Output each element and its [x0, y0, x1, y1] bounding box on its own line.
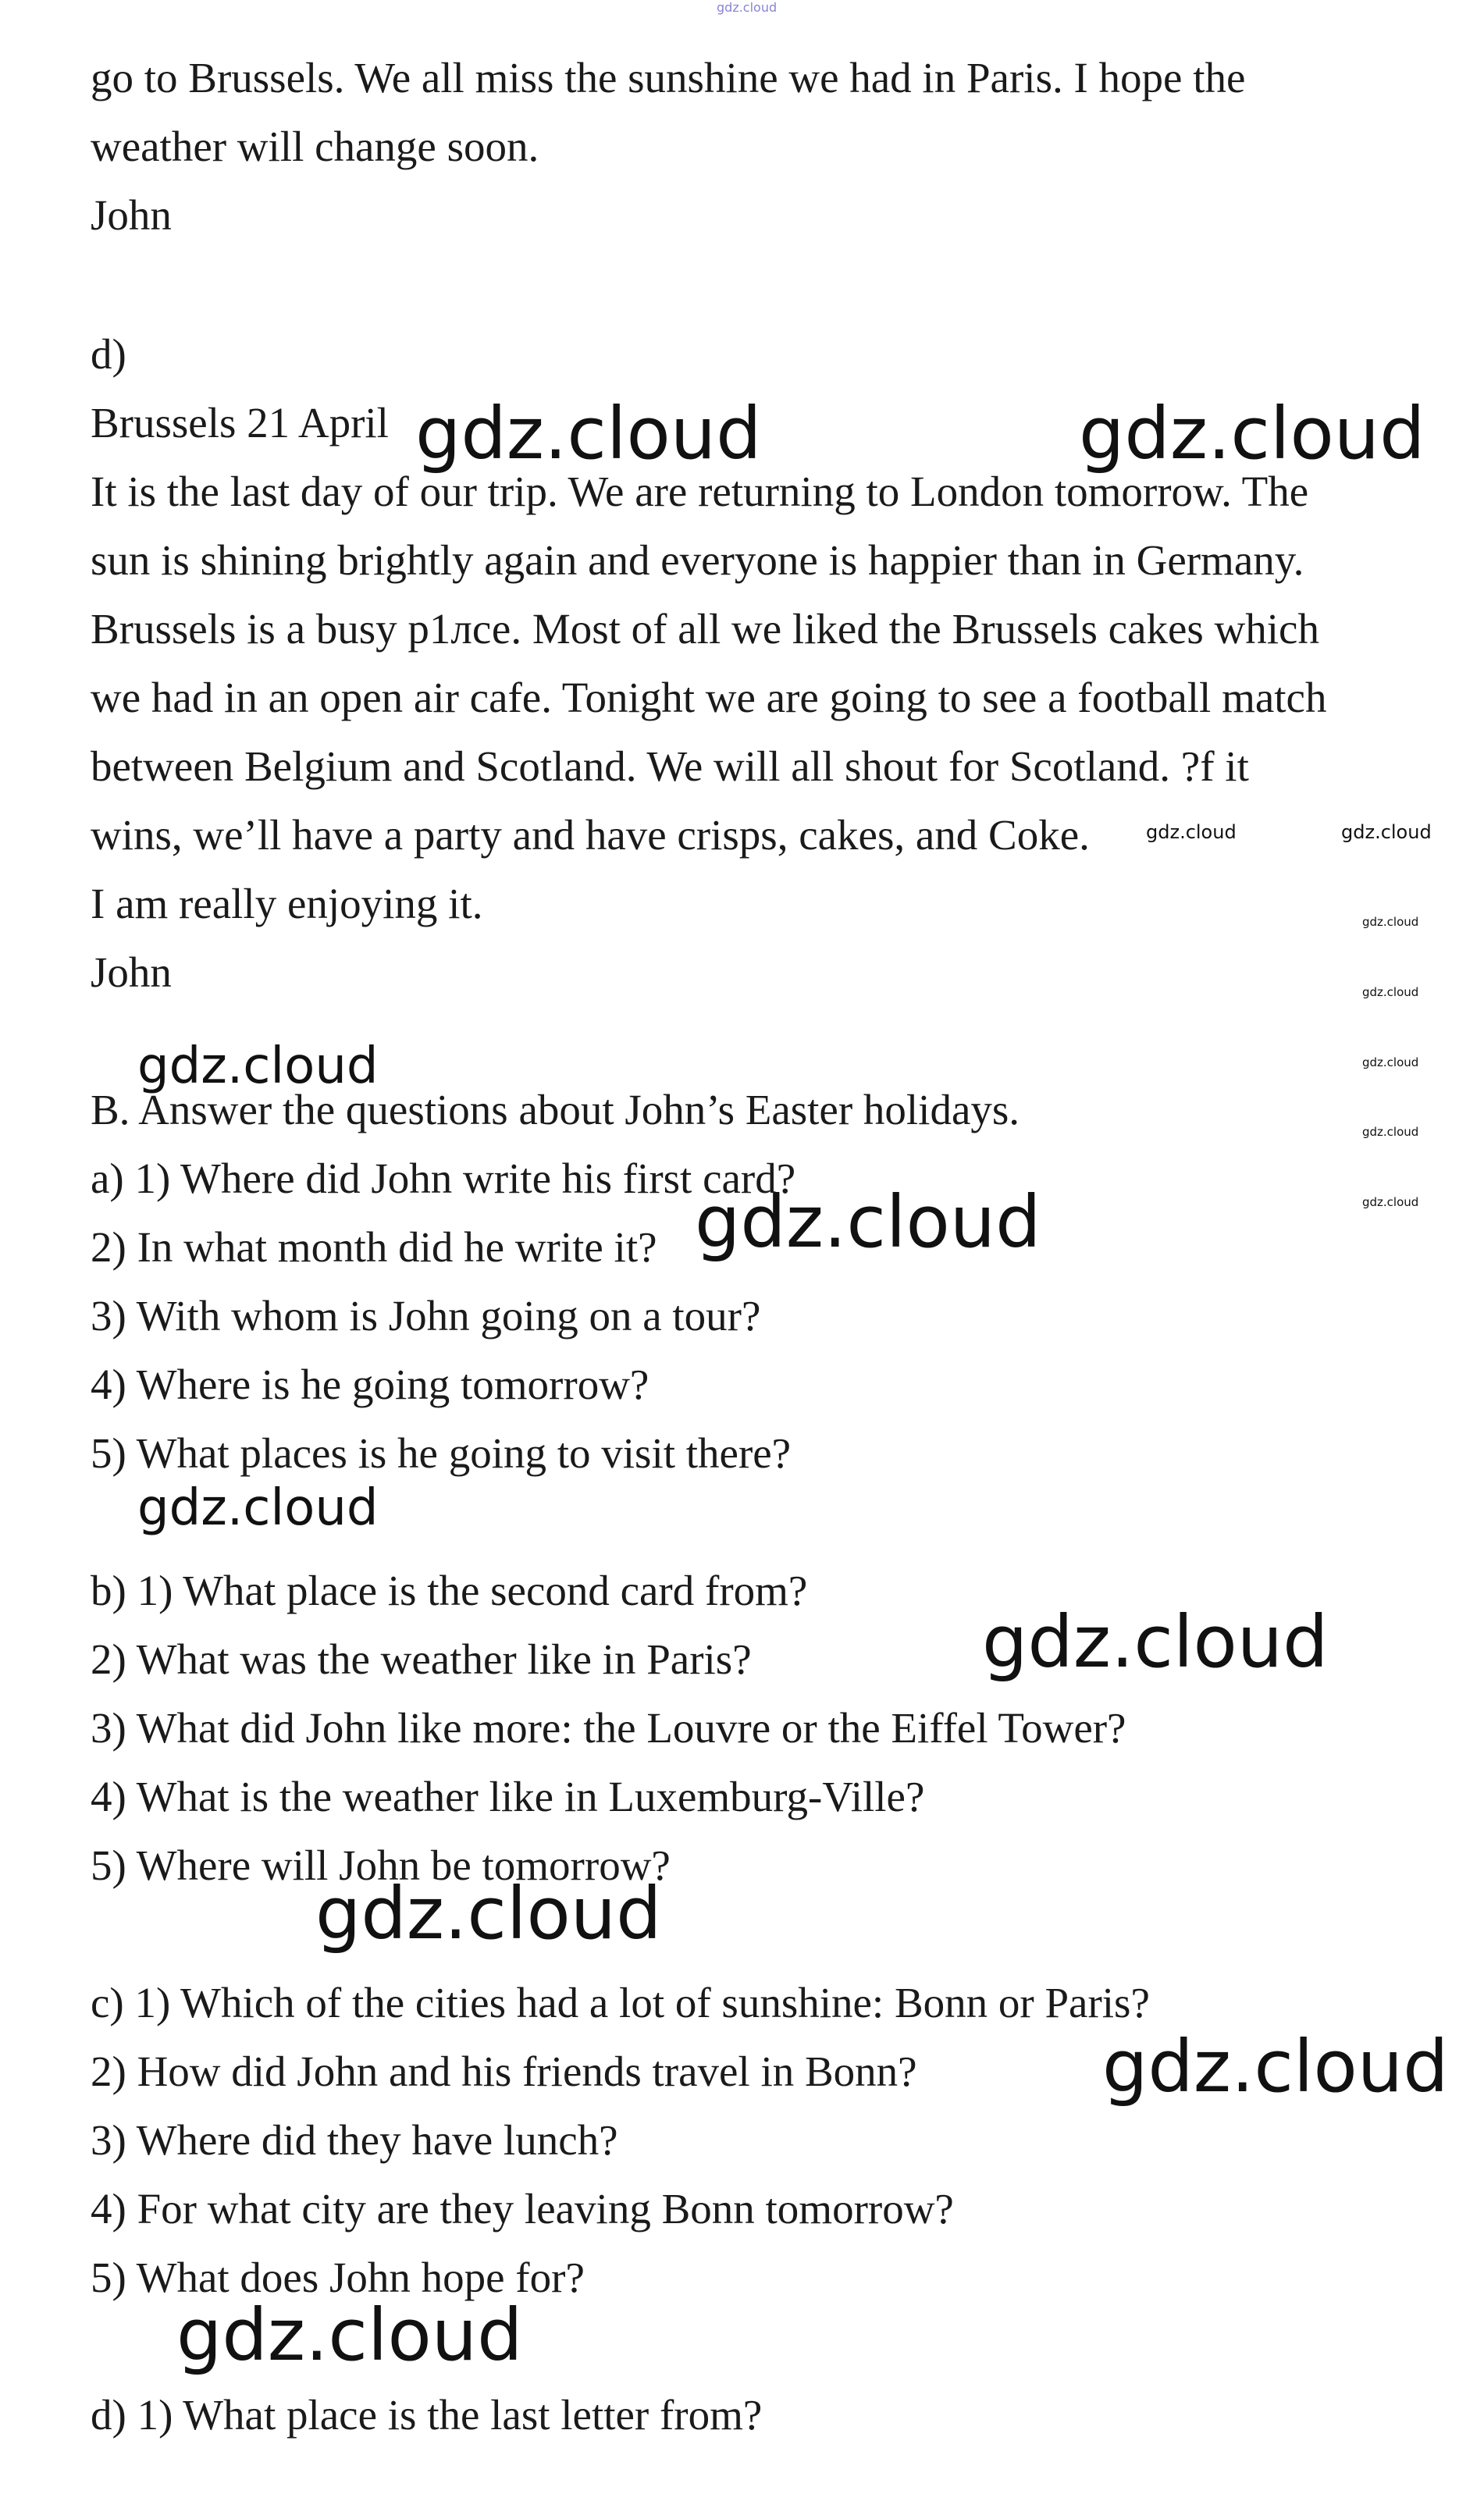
question-line: 5) Where will John be tomorrow?	[91, 1841, 671, 1889]
watermark: gdz.cloud	[982, 1600, 1329, 1684]
watermark: gdz.cloud	[137, 1479, 379, 1537]
signature-john: John	[91, 191, 172, 239]
question-line: 5) What does John hope for?	[91, 2254, 585, 2301]
watermark: gdz.cloud	[176, 2293, 523, 2377]
text-line: between Belgium and Scotland. We will all shout for Scotland. ?f it	[91, 742, 1249, 790]
question-line: 4) Where is he going tomorrow?	[91, 1361, 649, 1408]
watermark: gdz.cloud	[1341, 821, 1432, 843]
text-line: It is the last day of our trip. We are returning to London tomorrow. The	[91, 468, 1309, 515]
text-line: sun is shining brightly again and everyone is happier than in Germany.	[91, 536, 1304, 584]
watermark: gdz.cloud	[1079, 392, 1425, 475]
question-line: 2) In what month did he write it?	[91, 1223, 657, 1271]
watermark: gdz.cloud	[1362, 1055, 1419, 1069]
question-line: 3) Where did they have lunch?	[91, 2116, 618, 2164]
watermark: gdz.cloud	[1362, 1125, 1419, 1139]
signature-john: John	[91, 948, 172, 996]
watermark: gdz.cloud	[717, 0, 778, 15]
watermark: gdz.cloud	[415, 392, 762, 475]
watermark: gdz.cloud	[1102, 2025, 1449, 2108]
question-line: a) 1) Where did John write his first card?	[91, 1155, 796, 1202]
question-line: 5) What places is he going to visit there?	[91, 1429, 792, 1477]
watermark: gdz.cloud	[695, 1180, 1041, 1264]
question-line: 2) What was the weather like in Paris?	[91, 1635, 752, 1683]
question-line: 4) What is the weather like in Luxemburg-Ville?	[91, 1773, 925, 1820]
watermark: gdz.cloud	[137, 1037, 379, 1095]
text-line: we had in an open air cafe. Tonight we are going to see a football match	[91, 674, 1327, 721]
watermark: gdz.cloud	[1362, 985, 1419, 999]
question-line: b) 1) What place is the second card from?	[91, 1567, 808, 1614]
letter-date: Brussels 21 April	[91, 399, 389, 447]
section-heading-b: B. Answer the questions about John’s Easter holidays.	[91, 1086, 1020, 1133]
question-line: 3) What did John like more: the Louvre or the Eiffel Tower?	[91, 1704, 1126, 1752]
text-line: I am really enjoying it.	[91, 880, 483, 927]
text-line: wins, we’ll have a party and have crisps, cakes, and Coke.	[91, 811, 1090, 859]
question-line: 2) How did John and his friends travel in Bonn?	[91, 2048, 917, 2095]
question-line: 3) With whom is John going on a tour?	[91, 1292, 761, 1340]
watermark: gdz.cloud	[1362, 915, 1419, 929]
watermark: gdz.cloud	[1362, 1195, 1419, 1209]
question-line: d) 1) What place is the last letter from?	[91, 2391, 763, 2439]
watermark: gdz.cloud	[1146, 821, 1237, 843]
question-line: 4) For what city are they leaving Bonn tomorrow?	[91, 2185, 954, 2233]
question-line: c) 1) Which of the cities had a lot of sunshine: Bonn or Paris?	[91, 1979, 1150, 2026]
section-label-d: d)	[91, 330, 126, 378]
text-line: go to Brussels. We all miss the sunshine we had in Paris. I hope the	[91, 54, 1246, 101]
text-line: Brussels is a busy p1лсе. Most of all we liked the Brussels cakes which	[91, 605, 1319, 653]
watermark: gdz.cloud	[315, 1872, 662, 1955]
text-line: weather will change soon.	[91, 123, 539, 170]
